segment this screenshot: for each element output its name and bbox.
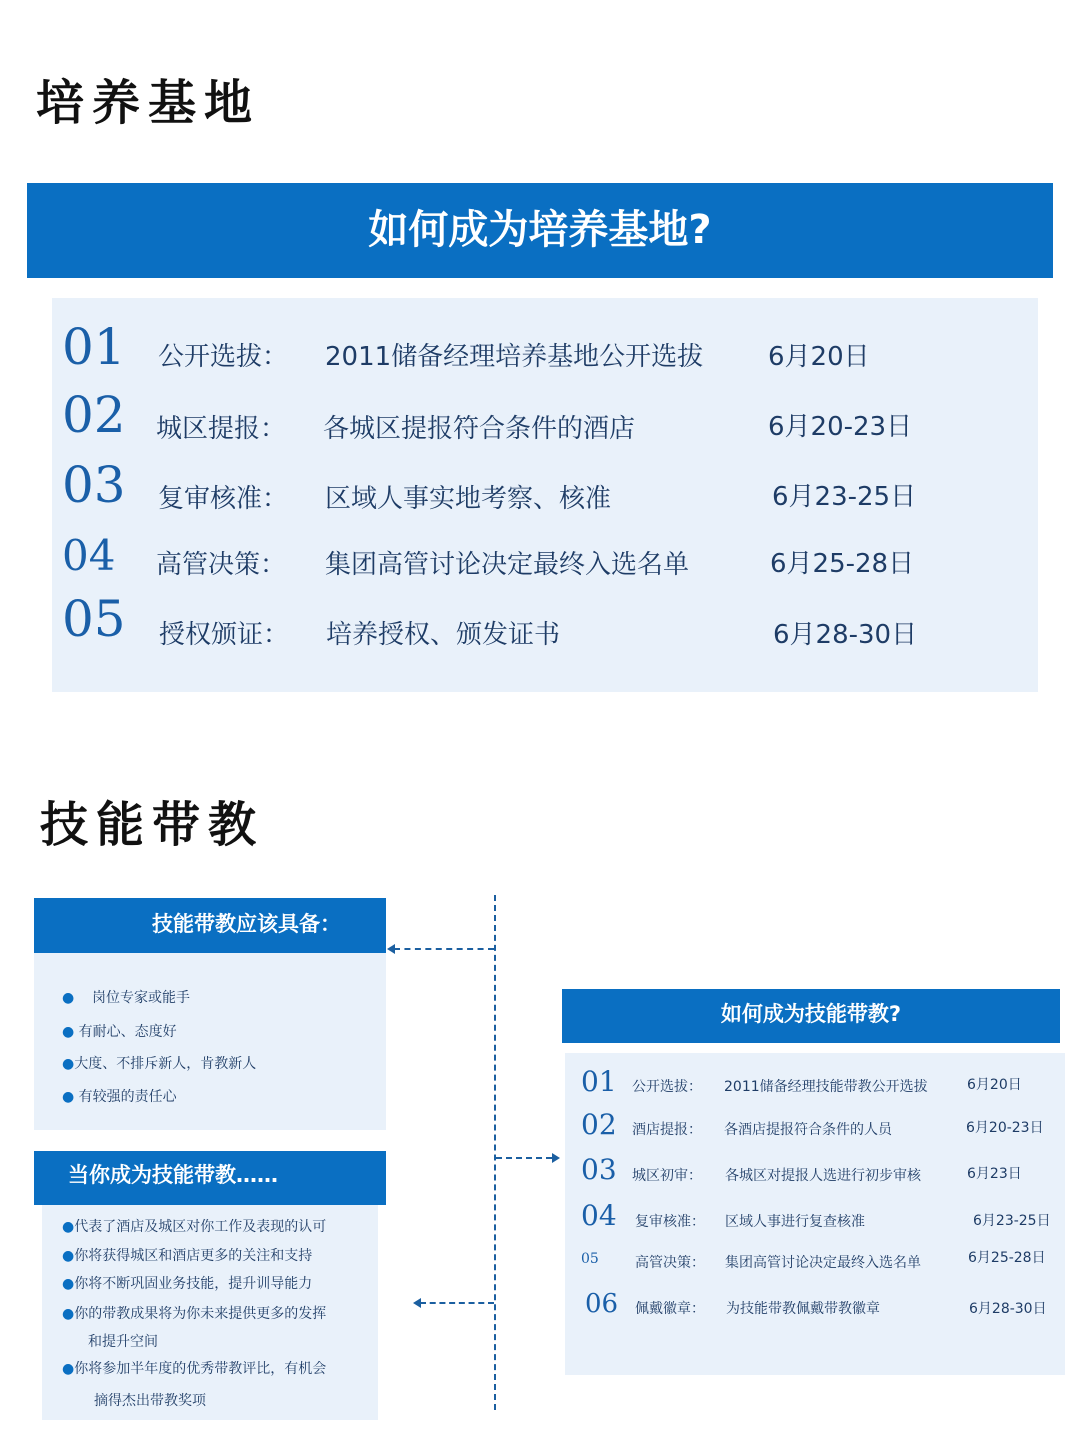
connector-arrow-to-requirements [394,948,494,950]
step-date: 6月20-23日 [768,412,913,442]
benefits-header [34,1151,386,1205]
step-number: 02 [62,386,126,444]
step-description: 2011储备经理培养基地公开选拔 [325,342,704,372]
step-number: 04 [62,531,116,580]
step-label: 佩戴徽章： [635,1301,705,1317]
step-description: 区域人事实地考察、核准 [325,484,612,514]
step-label: 复审核准： [635,1214,705,1230]
step-number: 01 [62,318,126,376]
requirement-item: ● 有耐心、态度好 [62,1024,177,1040]
step-label: 高管决策： [635,1255,705,1271]
arrow-left-icon [387,944,395,954]
step-number: 06 [585,1289,619,1319]
step-description: 集团高管讨论决定最终入选名单 [325,550,690,580]
requirement-item: ● 有较强的责任心 [62,1089,177,1105]
requirements-panel [34,953,386,1130]
bullet-dot-icon: ● [62,990,75,1006]
benefits-header-text: 当你成为技能带教…… [68,1163,278,1187]
benefit-item: ●你的带教成果将为你未来提供更多的发挥 [62,1306,327,1322]
benefit-item: ●你将参加半年度的优秀带教评比，有机会 [62,1361,327,1377]
section1-title: 培养基地 [36,75,261,131]
step-number: 03 [62,456,126,514]
step-label: 授权颁证： [159,620,290,650]
benefit-item: ●代表了酒店及城区对你工作及表现的认可 [62,1219,327,1235]
step-number: 05 [581,1251,599,1267]
step-label: 城区提报： [156,414,287,444]
bullet-dot-icon: ● [62,1089,75,1105]
benefit-item: ●你将获得城区和酒店更多的关注和支持 [62,1248,313,1264]
step-number: 04 [581,1199,617,1232]
step-description: 各酒店提报符合条件的人员 [724,1122,892,1138]
step-date: 6月23-25日 [772,482,917,512]
step-number: 03 [581,1153,617,1186]
step-description: 各城区对提报人选进行初步审核 [725,1168,921,1184]
step-description: 为技能带教佩戴带教徽章 [726,1301,880,1317]
step-label: 公开选拔： [632,1079,702,1095]
bullet-dot-icon: ● [62,1361,75,1377]
requirement-item: ●大度、不排斥新人，肯教新人 [62,1056,257,1072]
bullet-dot-icon: ● [62,1056,75,1072]
bullet-dot-icon: ● [62,1248,75,1264]
step-number: 01 [581,1065,617,1098]
step-label: 公开选拔： [158,342,289,372]
benefit-item-continuation: 和提升空间 [88,1334,158,1350]
connector-arrow-to-process [496,1157,552,1159]
bullet-dot-icon: ● [62,1276,75,1292]
step-description: 集团高管讨论决定最终入选名单 [725,1255,921,1271]
step-description: 各城区提报符合条件的酒店 [323,414,636,444]
section1-banner: 如何成为培养基地? [27,183,1053,278]
requirements-header-text: 技能带教应该具备： [152,912,341,936]
process-panel [565,1053,1065,1375]
step-date: 6月20日 [768,342,870,372]
benefit-item: ●你将不断巩固业务技能，提升训导能力 [62,1276,313,1292]
step-label: 酒店提报： [632,1122,702,1138]
connector-vertical-line [494,895,496,1410]
step-description: 培养授权、颁发证书 [326,620,561,650]
process-header: 如何成为技能带教? [562,989,1060,1043]
bullet-dot-icon: ● [62,1024,75,1040]
step-date: 6月20-23日 [966,1120,1044,1136]
step-number: 02 [581,1108,617,1141]
step-label: 城区初审： [632,1168,702,1184]
section1-panel [52,298,1038,692]
step-date: 6月28-30日 [773,620,918,650]
step-description: 区域人事进行复查核准 [725,1214,865,1230]
bullet-dot-icon: ● [62,1306,75,1322]
connector-arrow-to-benefits [420,1302,494,1304]
step-date: 6月25-28日 [770,549,915,579]
step-date: 6月28-30日 [969,1301,1047,1317]
benefit-item-continuation: 摘得杰出带教奖项 [94,1393,206,1409]
step-date: 6月20日 [967,1077,1022,1093]
step-label: 高管决策： [156,550,287,580]
section2-title: 技能带教 [40,797,265,853]
arrow-left-icon [413,1298,421,1308]
requirements-header [34,898,386,953]
bullet-dot-icon: ● [62,1219,75,1235]
step-date: 6月23-25日 [973,1213,1051,1229]
step-label: 复审核准： [158,484,289,514]
step-date: 6月23日 [967,1166,1022,1182]
step-number: 05 [62,590,126,648]
benefits-panel [42,1205,378,1420]
requirement-item: ● 岗位专家或能手 [62,990,191,1006]
step-description: 2011储备经理技能带教公开选拔 [724,1079,928,1095]
arrow-right-icon [552,1153,560,1163]
step-date: 6月25-28日 [968,1250,1046,1266]
